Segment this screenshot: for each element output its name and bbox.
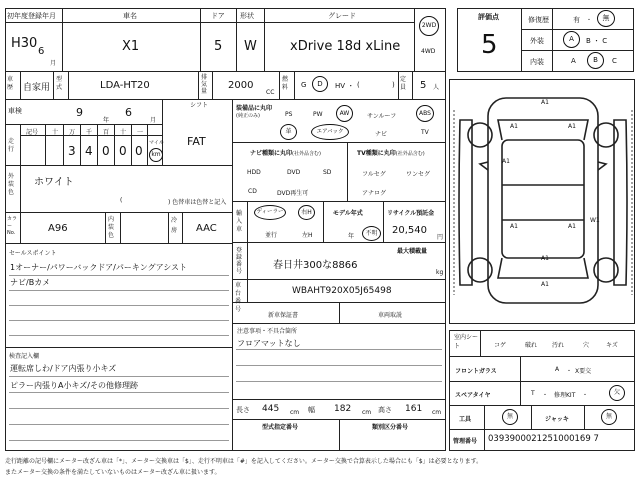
new-warranty-label: 新車保証書 — [268, 312, 299, 319]
type-label: 型式指定番号 — [262, 424, 299, 431]
spare-kit: 修理KIT — [554, 392, 576, 399]
reg-month-unit: 月 — [50, 60, 57, 67]
tv-label: TV種類に丸印(社外品含む) — [357, 150, 425, 157]
sheet-kizu: キズ — [606, 342, 618, 349]
load-unit: kg — [436, 269, 444, 276]
doors: 5 — [214, 39, 223, 54]
interior-color-label: 内装色 — [108, 216, 115, 239]
color-label: 外装色 — [8, 173, 15, 196]
mileage-digit-5: 0 — [135, 144, 143, 158]
inspection-year-unit: 年 — [103, 117, 110, 124]
length-unit: cm — [290, 409, 300, 416]
drive-2wd-circled: 2WD — [419, 16, 439, 36]
mileage-place-2: 万 — [69, 129, 76, 136]
mileage-unit-km-circled: km — [149, 148, 163, 162]
car-diagram-svg — [450, 80, 636, 325]
tv-one: ワンセグ — [406, 171, 431, 178]
length-label: 長さ — [236, 406, 250, 414]
score-label: 評価点 — [478, 13, 499, 21]
mark-w1-right: W1 — [590, 217, 600, 224]
plate-value: 春日井300な8866 — [273, 260, 358, 271]
import-parallel: 並行 — [265, 232, 278, 239]
doors-label: ドア — [211, 12, 225, 20]
sheet-koge: コゲ — [494, 342, 507, 349]
capacity-label: 定員 — [400, 76, 407, 91]
mileage-digit-4: 0 — [119, 144, 127, 158]
width-unit: cm — [362, 409, 372, 416]
class-label: 類別区分番号 — [372, 424, 409, 431]
fuel-hv: HV ・ — [335, 82, 355, 90]
sheet-ana: 穴 — [583, 342, 590, 349]
equip-ps: PS — [285, 111, 293, 118]
exterior-b: B ・ C — [586, 37, 608, 45]
spare-none-circled: 欠 — [609, 385, 625, 401]
plate-label: 登録番号 — [236, 247, 243, 275]
shape: W — [244, 39, 257, 54]
fuel-label: 燃料 — [282, 76, 289, 91]
management-label: 管理番号 — [453, 438, 478, 445]
model-year-unit: 年 — [348, 233, 355, 240]
model-year-label: モデル年式 — [333, 210, 363, 217]
color-value: ホワイト — [34, 177, 74, 188]
interior-b-circled: B — [587, 52, 604, 69]
ac-label: 冷房 — [171, 217, 178, 234]
chassis-value: WBAHT920X05J65498 — [292, 286, 392, 296]
width-label: 幅 — [308, 406, 315, 414]
mileage-digit-1: 3 — [68, 144, 76, 158]
sales-point-line-0: 1オーナー/パワーバックドア/パーキングアシスト — [10, 263, 188, 272]
reg-month: 6 — [38, 46, 45, 57]
mark-a1-front-right: A1 — [568, 123, 576, 130]
fuel-paren: ( — [357, 81, 360, 89]
row2 — [5, 71, 446, 100]
footer-line-2: またメーター交換の条件を満たしていないものはメーター改ざん車に扱います。 — [5, 469, 221, 476]
fuel-g: G — [301, 81, 307, 89]
car-name-label: 車名 — [123, 12, 137, 20]
recycle-label: リサイクル預託金 — [387, 210, 435, 217]
import-right-circled: 右H — [298, 205, 315, 220]
shape-label: 形状 — [240, 12, 254, 20]
interior-c: C — [612, 57, 617, 65]
sales-point-block — [5, 243, 233, 348]
navi-cd: CD — [248, 188, 257, 195]
interior-a: A — [571, 57, 576, 65]
mark-a1-rear-right: A1 — [568, 223, 576, 230]
color-note: ) 色替車は色替と記入 — [168, 199, 227, 206]
vehicle-label: 車歴 — [7, 76, 14, 91]
ac: AAC — [196, 223, 217, 234]
equip-pw: PW — [313, 111, 323, 118]
inspection-month-unit: 月 — [150, 117, 157, 124]
import-dealer-circled: ディーラー — [254, 205, 286, 220]
inspection-year: 9 — [76, 106, 83, 119]
equipment-sublabel: (純正のみ) — [236, 113, 260, 119]
sales-point-label: セールスポイント — [9, 250, 57, 257]
color-no: A96 — [48, 223, 68, 234]
interior-label: 内装 — [530, 58, 544, 66]
manual-label: 車両取説 — [378, 312, 403, 319]
sheet-yogore: 汚れ — [552, 342, 565, 349]
interior-sheet-label: 室内シート — [454, 334, 479, 350]
navi-dvd-play: DVD再生可 — [277, 190, 309, 197]
shift-label: シフト — [190, 102, 209, 109]
mark-a1-rear: A1 — [541, 255, 549, 262]
mark-a1-left: A1 — [502, 158, 510, 165]
spare-t: T — [531, 390, 535, 397]
grade: xDrive 18d xLine — [290, 39, 401, 54]
recycle-unit: 円 — [437, 234, 444, 241]
color-no-label: カラーNo. — [7, 216, 18, 236]
equipment-label: 装備品に丸印 — [236, 105, 273, 112]
vehicle-type: 自家用 — [23, 83, 51, 93]
inspection-month: 6 — [125, 106, 132, 119]
displacement: 2000 — [228, 80, 254, 91]
mileage-place-5: 十 — [120, 129, 127, 136]
width: 182 — [334, 404, 352, 414]
sales-point-line-1: ナビ/Bカメ — [10, 278, 51, 287]
mileage-digit-3: 0 — [102, 144, 110, 158]
recycle-value: 20,540 — [392, 225, 427, 236]
management-value: 0393900021251000169 7 — [488, 434, 599, 444]
exterior-a-circled: A — [563, 31, 580, 48]
grade-label: グレード — [328, 12, 356, 20]
chassis-label: 車台番号 — [235, 282, 242, 313]
mark-a1-rear-left: A1 — [510, 223, 518, 230]
tv-analog: アナログ — [362, 190, 387, 197]
equip-sunroof: サンルーフ — [367, 113, 397, 120]
inspector-line-0: 運転席しわ/ドア内張り小キズ — [10, 364, 117, 373]
mileage-place-1: 十 — [52, 129, 59, 136]
inspection-label: 車検 — [8, 107, 22, 115]
mileage-digit-2: 4 — [85, 144, 93, 158]
import-left: 左H — [302, 232, 313, 239]
jack-none-circled: 無 — [601, 409, 617, 425]
tv-full: フルセグ — [362, 171, 386, 178]
notes-line-0: フロアマットなし — [237, 339, 301, 348]
equip-navi: ナビ — [375, 131, 388, 138]
height-label: 高さ — [378, 406, 392, 414]
navi-sd: SD — [323, 169, 332, 176]
import-label: 輸入車 — [236, 210, 243, 233]
windshield-x: X要交 — [575, 368, 592, 375]
capacity: 5 — [420, 80, 427, 91]
load-label: 最大積載量 — [397, 248, 428, 255]
equip-abs-circled: ABS — [416, 105, 434, 122]
model-year-unknown-circled: 不明 — [362, 226, 381, 241]
height: 161 — [405, 404, 423, 414]
reg-year-label: 初年度登録年月 — [7, 12, 56, 20]
mileage-label: 走行 — [8, 138, 15, 153]
inspector-line-1: ピラー内張りA小キズ/その他修理跡 — [10, 381, 139, 390]
windshield-a: A — [555, 366, 560, 373]
drive-4wd: 4WD — [421, 48, 436, 55]
equip-aw-circled: AW — [336, 105, 353, 122]
shift: FAT — [187, 135, 206, 148]
length: 445 — [262, 404, 280, 414]
notes-label: 注意事項・不具合箇所 — [237, 328, 298, 335]
reg-year: H30 — [11, 36, 38, 51]
windshield-sep: ・ — [566, 368, 573, 375]
car-name: X1 — [122, 39, 140, 54]
tools-none-circled: 無 — [502, 409, 518, 425]
cc-unit: CC — [266, 89, 275, 96]
exterior-label: 外装 — [530, 37, 544, 45]
score: 5 — [481, 30, 498, 60]
fuel-paren-close: ) — [392, 81, 395, 89]
capacity-unit: 人 — [433, 84, 440, 91]
tools-label: 工具 — [459, 416, 472, 423]
mark-a1-bottom: A1 — [541, 281, 549, 288]
mileage-place-6: 一 — [137, 129, 144, 136]
fuel-d-circled: D — [312, 76, 328, 92]
repair-yes: 有 — [573, 16, 580, 24]
mileage-place-4: 百 — [103, 129, 110, 136]
mileage-unit-mile: マイル — [149, 140, 164, 146]
equip-airbag-circled: エアバック — [311, 124, 349, 140]
equip-tv: TV — [421, 129, 429, 136]
height-unit: cm — [432, 409, 442, 416]
model-label: 型式 — [56, 76, 63, 91]
mark-a1-front-left: A1 — [510, 123, 518, 130]
displacement-label: 排気量 — [201, 74, 208, 95]
car-diagram — [449, 79, 635, 324]
inspector-label: 検査記入欄 — [9, 353, 40, 360]
windshield-label: フロントガラス — [455, 368, 497, 375]
mileage-place-3: 千 — [86, 129, 93, 136]
repair-label: 修復歴 — [528, 16, 549, 24]
navi-hdd: HDD — [247, 169, 261, 176]
color-note-paren: ( — [120, 197, 123, 204]
model: LDA-HT20 — [100, 80, 150, 91]
mileage-place-0: 記号 — [26, 129, 39, 136]
mark-a1-front: A1 — [541, 99, 549, 106]
sheet-yabure: 破れ — [525, 342, 538, 349]
equip-leather-circled: 革 — [280, 124, 297, 140]
footer-line-1: 走行距離の記号欄にメーター改ざん車は「*」、メーター交換車は「$」、走行不明車は「#」を記入してください。メーター交換で合算表示した場合にも「$」は必要となります。 — [5, 458, 483, 465]
jack-label: ジャッキ — [545, 416, 569, 423]
navi-dvd: DVD — [287, 169, 301, 176]
repair-no-circled: 無 — [597, 10, 615, 27]
navi-label: ナビ種類に丸印(社外品含む) — [250, 150, 321, 157]
spare-label: スペアタイヤ — [455, 392, 491, 399]
